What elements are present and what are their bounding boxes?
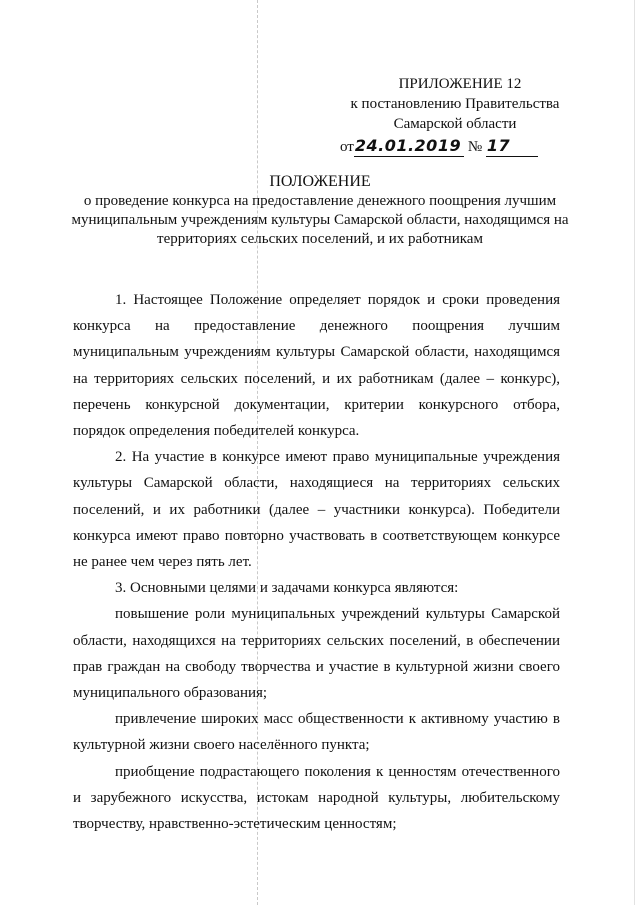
paragraph: приобщение подрастающего поколения к ценностям отечественного и зарубежного искусства, истокам народной культуры, любительскому творчеству, нравственно-эстетическим ценностям; bbox=[73, 763, 560, 833]
paragraph: повышение роли муниципальных учреждений культуры Самарской области, находящихся на территориях сельских поселений, в обеспечении прав граждан на свободу творчества и участие в культурной жизни своего муниципального образования; bbox=[73, 606, 560, 702]
appendix-date-number bbox=[330, 136, 580, 157]
paragraph: 2. На участие в конкурсе имеют право муниципальные учреждения культуры Самарской области, находящиеся на территориях сельских поселений, и их работники (далее – участники конкурса). Победители конкурса имеют право повторно участвовать в соответствующем конкурсе не ранее чем через пять лет. bbox=[73, 449, 560, 571]
handwritten-number: 17 bbox=[486, 136, 538, 157]
number-prefix: № bbox=[467, 139, 483, 155]
handwritten-date: 24.01.2019 bbox=[354, 136, 464, 157]
paragraph: 1. Настоящее Положение определяет порядок и сроки проведения конкурса на предоставление денежного поощрения лучшим муниципальным учреждениям культуры Самарской области, находящимся на территориях сельских поселений, и их работникам (далее – конкурс), перечень конкурсной документации, критерии конкурсного отбора, порядок определения победителей конкурса. bbox=[73, 292, 560, 440]
paragraph: привлечение широких масс общественности к активному участию в культурной жизни своего населённого пункта; bbox=[73, 711, 560, 754]
document-subtitle: о проведение конкурса на предоставление денежного поощрения лучшим муниципальным учреждениям культуры Самарской области, находящимся на территориях сельских поселений, и их работникам bbox=[71, 193, 569, 247]
appendix-reference: к постановлению Правительства bbox=[350, 96, 560, 112]
appendix-title: ПРИЛОЖЕНИЕ 12 bbox=[398, 76, 522, 92]
date-prefix: от bbox=[340, 139, 354, 155]
document-body bbox=[73, 287, 560, 837]
document-title: ПОЛОЖЕНИЕ bbox=[269, 173, 371, 190]
appendix-region: Самарской области bbox=[393, 116, 517, 132]
paragraph: 3. Основными целями и задачами конкурса являются: bbox=[115, 580, 459, 597]
appendix-header bbox=[330, 74, 580, 157]
scan-edge-line bbox=[634, 0, 635, 905]
